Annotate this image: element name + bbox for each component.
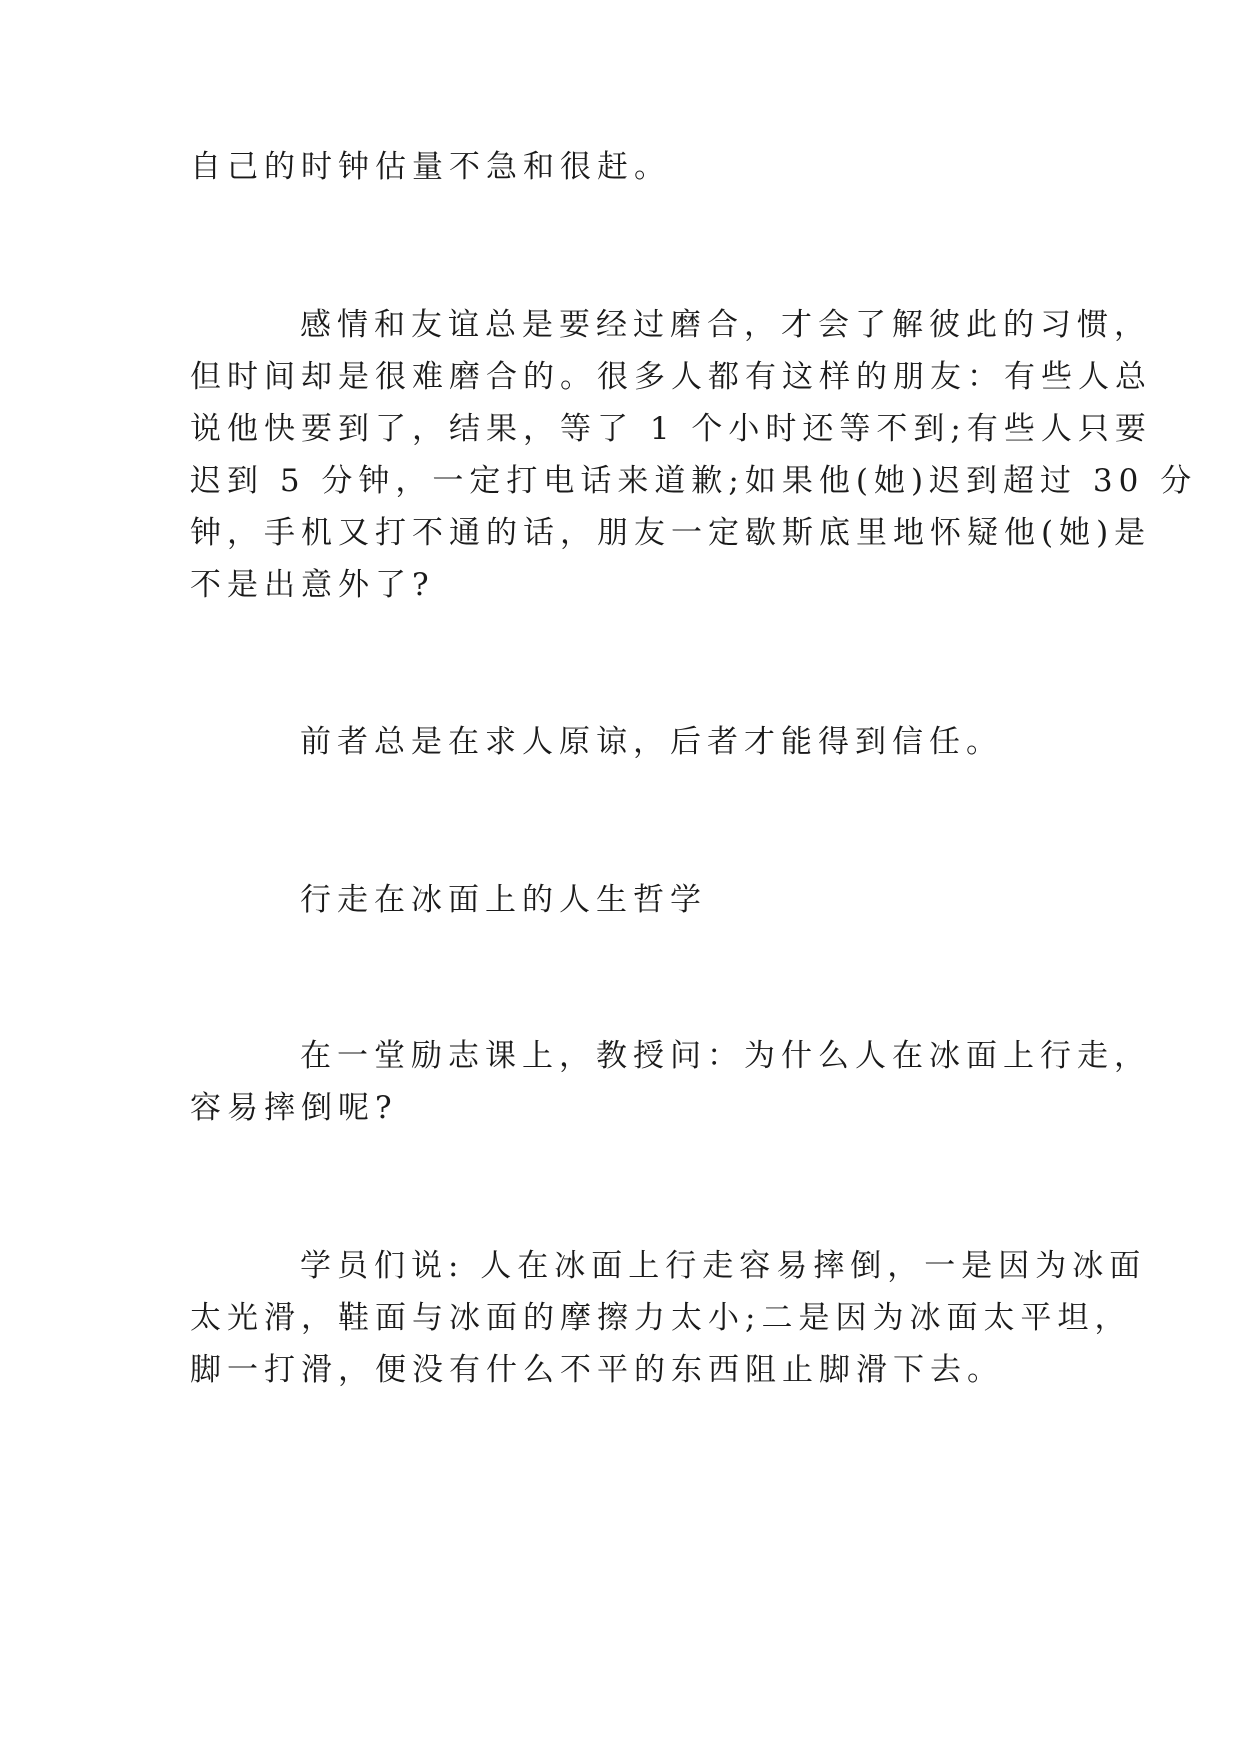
paragraph-line: 太光滑，鞋面与冰面的摩擦力太小;二是因为冰面太平坦， xyxy=(190,1300,1132,1336)
paragraph-line: 说他快要到了，结果，等了 1 个小时还等不到;有些人只要 xyxy=(190,411,1152,447)
paragraph-line: 前者总是在求人原谅，后者才能得到信任。 xyxy=(300,724,1003,760)
paragraph-line: 钟，手机又打不通的话，朋友一定歇斯底里地怀疑他(她)是 xyxy=(190,515,1152,551)
paragraph-line: 脚一打滑，便没有什么不平的东西阻止脚滑下去。 xyxy=(190,1352,1004,1388)
paragraph-line: 感情和友谊总是要经过磨合，才会了解彼此的习惯， xyxy=(300,307,1151,343)
paragraph-line: 在一堂励志课上，教授问：为什么人在冰面上行走， xyxy=(300,1038,1151,1074)
paragraph-line: 不是出意外了? xyxy=(190,567,435,603)
paragraph-line: 学员们说: 人在冰面上行走容易摔倒，一是因为冰面 xyxy=(300,1248,1147,1284)
paragraph-line: 迟到 5 分钟，一定打电话来道歉;如果他(她)迟到超过 30 分 xyxy=(190,463,1198,499)
paragraph-line: 自己的时钟估量不急和很赶。 xyxy=(190,149,671,185)
section-heading: 行走在冰面上的人生哲学 xyxy=(300,882,707,918)
paragraph-line: 容易摔倒呢? xyxy=(190,1090,398,1126)
paragraph-line: 但时间却是很难磨合的。很多人都有这样的朋友：有些人总 xyxy=(190,359,1152,395)
